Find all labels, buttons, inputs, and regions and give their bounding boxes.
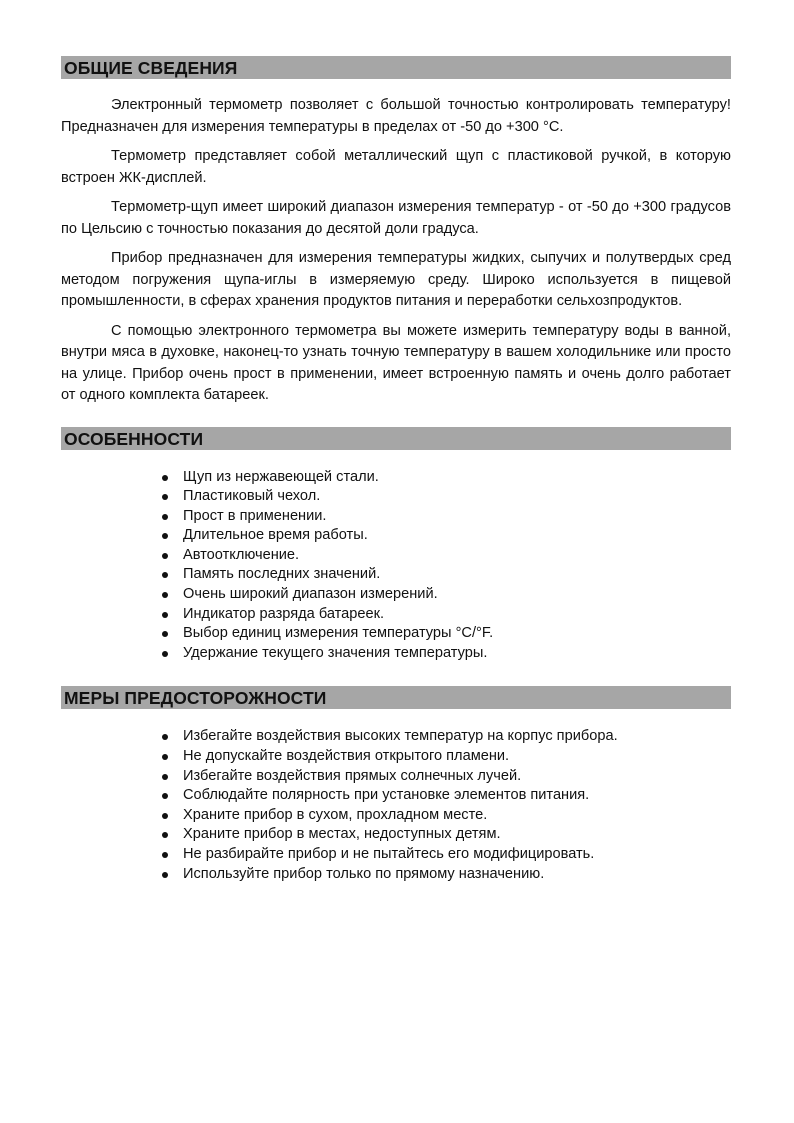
bullet-icon: [162, 533, 168, 539]
features-list-item: [162, 605, 731, 625]
bullet-icon: [162, 793, 168, 799]
features-list-item: [162, 585, 731, 605]
cautions-list-item: [162, 786, 731, 806]
cautions-section: [61, 686, 731, 884]
bullet-icon: [162, 832, 168, 838]
general-paragraph: Прибор предназначен для измерения температуры жидких, сыпучих и полутвердых сред методом погружения щупа-иглы в измеряемую среду. Широко используется в пищевой промышленности, в сферах хранения продуктов питания и переработки сельхозпродуктов.: [61, 250, 731, 309]
cautions-item-text: Не допускайте воздействия открытого пламени.: [183, 748, 510, 765]
general-paragraph: Электронный термометр позволяет с большой точностью контролировать температуру! Предназначен для измерения температуры в пределах от -50 до +300 °С.: [61, 97, 731, 135]
cautions-list-item: [162, 865, 731, 885]
bullet-icon: [162, 475, 168, 481]
cautions-item-text: Избегайте воздействия высоких температур на корпус прибора.: [183, 728, 618, 745]
general-info-section: [61, 56, 731, 407]
features-list-item: [162, 507, 731, 527]
bullet-icon: [162, 872, 168, 878]
bullet-icon: [162, 612, 168, 618]
features-list-item: [162, 487, 731, 507]
features-item-text: Автоотключение.: [183, 546, 300, 563]
bullet-icon: [162, 631, 168, 637]
general-info-heading: ОБЩИЕ СВЕДЕНИЯ: [61, 56, 731, 79]
features-item-text: Очень широкий диапазон измерений.: [183, 586, 438, 603]
document-page: [61, 56, 731, 884]
bullet-icon: [162, 754, 168, 760]
cautions-list-item: [162, 767, 731, 787]
cautions-list-item: [162, 806, 731, 826]
bullet-icon: [162, 572, 168, 578]
cautions-item-text: Храните прибор в местах, недоступных детям.: [183, 826, 501, 843]
features-item-text: Пластиковый чехол.: [183, 488, 321, 505]
cautions-list-item: [162, 845, 731, 865]
bullet-icon: [162, 813, 168, 819]
features-item-text: Прост в применении.: [183, 507, 327, 524]
general-info-body: [61, 79, 731, 407]
features-section: [61, 427, 731, 664]
features-list-item: [162, 565, 731, 585]
general-paragraph: С помощью электронного термометра вы можете измерить температуру воды в ванной, внутри мяса в духовке, наконец-то узнать точную температуру в вашем холодильнике или просто на улице. Прибор очень прост в применении, имеет встроенную память и очень долго работает от одного комплекта батареек.: [61, 322, 731, 403]
bullet-icon: [162, 774, 168, 780]
cautions-list-item: [162, 727, 731, 747]
features-item-text: Удержание текущего значения температуры.: [183, 644, 488, 661]
bullet-icon: [162, 651, 168, 657]
bullet-icon: [162, 514, 168, 520]
cautions-item-text: Не разбирайте прибор и не пытайтесь его модифицировать.: [183, 846, 595, 862]
bullet-icon: [162, 592, 168, 598]
features-item-text: Длительное время работы.: [183, 527, 368, 544]
features-heading: ОСОБЕННОСТИ: [61, 427, 731, 450]
cautions-list: [61, 727, 731, 884]
bullet-icon: [162, 734, 168, 740]
cautions-item-text: Храните прибор в сухом, прохладном месте.: [183, 806, 488, 823]
bullet-icon: [162, 553, 168, 559]
features-body: [61, 450, 731, 664]
features-list-item: [162, 624, 731, 644]
bullet-icon: [162, 852, 168, 858]
cautions-item-text: Используйте прибор только по прямому назначению.: [183, 865, 545, 882]
cautions-list-item: [162, 747, 731, 767]
features-list-item: [162, 526, 731, 546]
features-list-item: [162, 546, 731, 566]
cautions-list-item: [162, 825, 731, 845]
features-item-text: Индикатор разряда батареек.: [183, 605, 385, 622]
cautions-body: [61, 709, 731, 884]
cautions-item-text: Избегайте воздействия прямых солнечных лучей.: [183, 767, 522, 784]
features-item-text: Щуп из нержавеющей стали.: [183, 468, 379, 485]
general-paragraph: Термометр-щуп имеет широкий диапазон измерения температур - от -50 до +300 градусов по Цельсию с точностью показания до десятой доли градуса.: [61, 199, 731, 237]
cautions-heading: МЕРЫ ПРЕДОСТОРОЖНОСТИ: [61, 686, 731, 709]
bullet-icon: [162, 494, 168, 500]
features-item-text: Память последних значений.: [183, 566, 381, 583]
features-item-text: Выбор единиц измерения температуры °С/°F.: [183, 625, 494, 642]
features-list-item: [162, 468, 731, 488]
features-list: [61, 468, 731, 664]
cautions-item-text: Соблюдайте полярность при установке элементов питания.: [183, 787, 590, 804]
general-paragraph: Термометр представляет собой металлический щуп с пластиковой ручкой, в которую встроен ЖК-дисплей.: [61, 148, 731, 186]
features-list-item: [162, 644, 731, 664]
